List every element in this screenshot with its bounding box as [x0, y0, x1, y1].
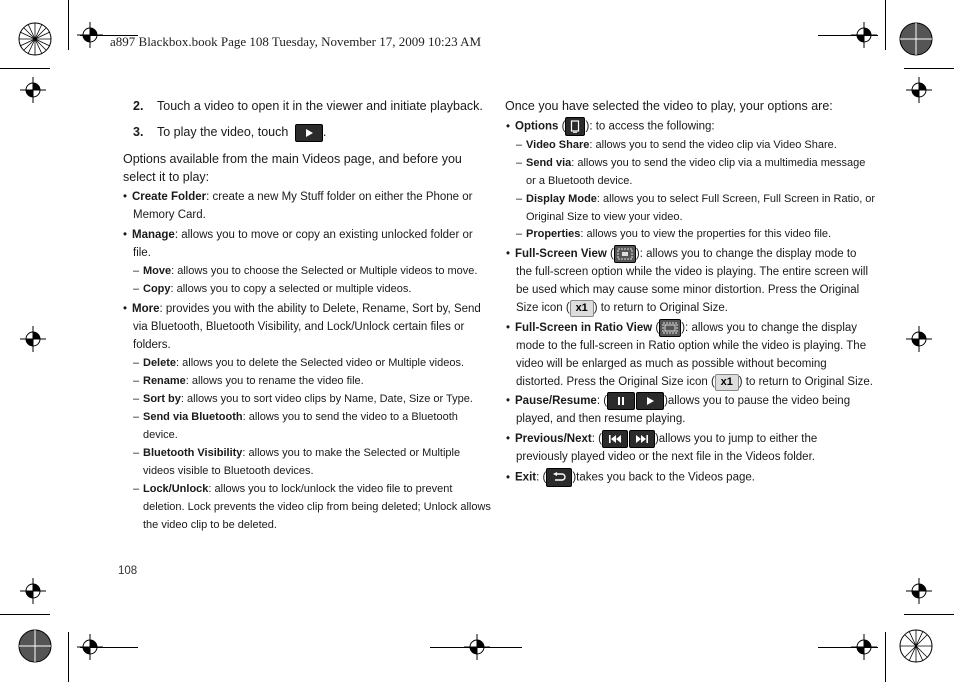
list-item-create-folder: • Create Folder: create a new My Stuff folder on either the Phone or Memory Card.: [123, 191, 473, 221]
term: Pause/Resume: [515, 395, 597, 408]
crosshair-mark-icon: [77, 22, 103, 48]
step-number: 2.: [133, 99, 144, 113]
term: Rename: [143, 375, 186, 387]
list-item-options: • Options ( ): to access the following:: [506, 117, 715, 136]
crosshair-mark-icon: [20, 326, 46, 352]
intro-line: select it to play:: [123, 170, 210, 184]
intro-line: Options available from the main Videos page, and before you: [123, 152, 462, 166]
crosshair-mark-icon: [906, 578, 932, 604]
crosshair-mark-icon: [77, 634, 103, 660]
book-header: a897 Blackbox.book Page 108 Tuesday, November 17, 2009 10:23 AM: [110, 34, 482, 49]
term: Video Share: [526, 139, 590, 151]
pause-icon: [607, 392, 635, 410]
sub-item-lock-unlock: – Lock/Unlock: allows you to lock/unlock the video file to prevent deletion. Lock prevents the video clip from being deleted; Unlock allows the video clip to be deleted.: [133, 483, 491, 531]
step-text: Touch a video to open it in the viewer and initiate playback.: [157, 99, 483, 113]
crosshair-mark-icon: [464, 634, 490, 660]
list-item-manage: • Manage: allows you to move or copy an existing unlocked folder or file.: [123, 229, 473, 259]
sub-item-display-mode: – Display Mode: allows you to select Full Screen, Full Screen in Ratio, or Original Size to view your video.: [516, 193, 876, 223]
crosshair-mark-icon: [851, 634, 877, 660]
original-size-icon: x1: [715, 374, 739, 391]
term: Properties: [526, 228, 581, 240]
crosshair-mark-icon: [20, 77, 46, 103]
term: Options: [515, 120, 559, 133]
step-3: [133, 123, 326, 142]
step-text: To play the video, touch: [157, 125, 289, 139]
page-number: 108: [118, 565, 138, 577]
term: Lock/Unlock: [143, 483, 209, 495]
registration-mark-icon: [895, 625, 937, 667]
previous-icon: [602, 430, 628, 448]
term: Copy: [143, 283, 171, 295]
registration-mark-icon: [14, 625, 56, 667]
list-item-more: • More: provides you with the ability to Delete, Rename, Sort by, Send via Bluetooth, Bluetooth Visibility, and Lock/Unlock certain files or folders.: [123, 303, 481, 351]
intro-paragraph: [123, 150, 462, 186]
list-item-exit: • Exit: ( )takes you back to the Videos page.: [506, 468, 755, 487]
sub-item-rename: – Rename: allows you to rename the video file.: [133, 375, 364, 387]
sub-item-video-share: – Video Share: allows you to send the video clip via Video Share.: [516, 139, 837, 151]
term: Previous/Next: [515, 433, 592, 446]
sub-item-sort-by: – Sort by: allows you to sort video clips by Name, Date, Size or Type.: [133, 393, 473, 405]
options-icon: [565, 117, 585, 136]
term: Full-Screen in Ratio View: [515, 322, 653, 335]
list-item-full-screen-view: • Full-Screen View ( ): allows you to change the display mode to the full-screen option while the video is playing. The entire screen will be used which may cause some minor distortion. Press the Original Size icon ( x1 ) to return to Original Size.: [506, 245, 868, 317]
play-icon: [636, 392, 664, 410]
crosshair-mark-icon: [20, 578, 46, 604]
step-text-end: .: [322, 125, 327, 139]
crosshair-mark-icon: [906, 77, 932, 103]
crosshair-mark-icon: [906, 326, 932, 352]
sub-item-copy: – Copy: allows you to copy a selected or multiple videos.: [133, 283, 412, 295]
right-intro: Once you have selected the video to play, your options are:: [505, 99, 833, 113]
full-screen-icon: [614, 245, 636, 263]
registration-mark-icon: [895, 18, 937, 60]
step-2: [133, 97, 483, 115]
term: Sort by: [143, 393, 181, 405]
sub-item-send-via: – Send via: allows you to send the video clip via a multimedia message or a Bluetooth device.: [516, 157, 866, 187]
term: Exit: [515, 471, 537, 484]
next-icon: [629, 430, 655, 448]
list-item-previous-next: • Previous/Next: ( )allows you to jump to either the previously played video or the next file in the Videos folder.: [506, 430, 817, 466]
list-item-pause-resume: • Pause/Resume: ( )allows you to pause the video being played, and then resume playing.: [506, 392, 850, 428]
step-number: 3.: [133, 125, 144, 139]
sub-item-move: – Move: allows you to choose the Selected or Multiple videos to move.: [133, 265, 478, 277]
term: Display Mode: [526, 193, 597, 205]
sub-item-bluetooth-visibility: – Bluetooth Visibility: allows you to make the Selected or Multiple videos visible to Bluetooth devices.: [133, 447, 461, 477]
term: Delete: [143, 357, 177, 369]
original-size-icon: x1: [570, 300, 594, 317]
registration-mark-icon: [14, 18, 56, 60]
play-icon: [295, 124, 323, 142]
term: Move: [143, 265, 172, 277]
sub-item-send-via-bluetooth: – Send via Bluetooth: allows you to send the video to a Bluetooth device.: [133, 411, 458, 441]
back-icon: [546, 468, 572, 487]
term: Create Folder: [132, 191, 207, 203]
term: Full-Screen View: [515, 248, 607, 261]
term: Manage: [132, 229, 175, 241]
sub-item-delete: – Delete: allows you to delete the Selected video or Multiple videos.: [133, 357, 465, 369]
crosshair-mark-icon: [851, 22, 877, 48]
list-item-full-screen-ratio-view: • Full-Screen in Ratio View ( ): allows you to change the display mode to the full-screen in Ratio option while the video is playing. The video will be enlarged as much as possible without becoming distorted. Press the Original Size icon ( x1 ) to return to Original Size.: [506, 319, 873, 391]
term: More: [132, 303, 160, 315]
ratio-view-icon: [659, 319, 681, 337]
term: Send via: [526, 157, 572, 169]
term: Send via Bluetooth: [143, 411, 243, 423]
term: Bluetooth Visibility: [143, 447, 243, 459]
sub-item-properties: – Properties: allows you to view the properties for this video file.: [516, 228, 832, 240]
